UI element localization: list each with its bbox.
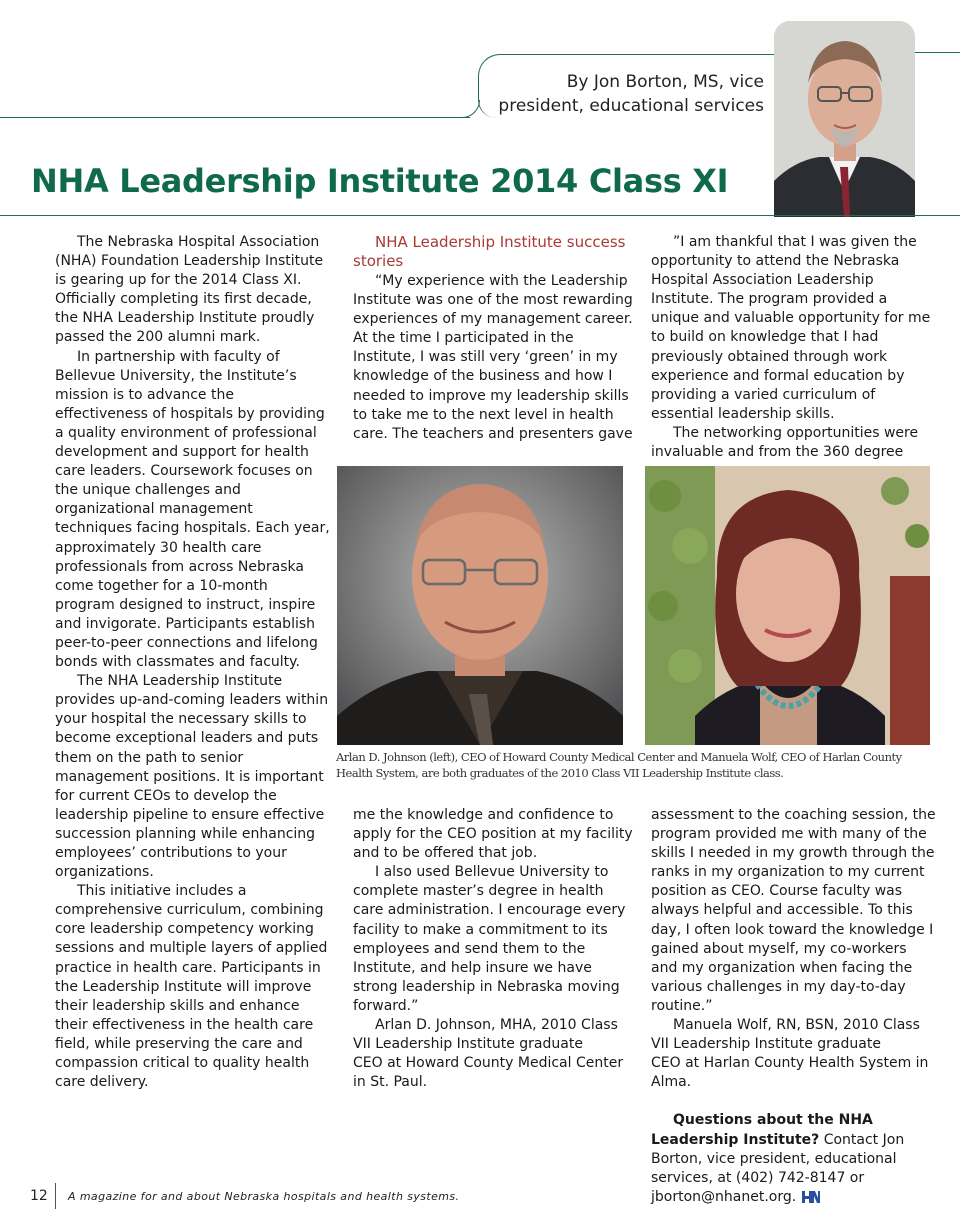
questions-bold: Questions about the NHA Leadership Institute? [651,1112,873,1148]
success-stories-subhead: NHA Leadership Institute success stories [353,233,626,270]
title-rule [0,215,960,216]
column-3-top [651,233,936,462]
byline-line2: president, educational services [498,96,764,116]
footer-tagline: A magazine for and about Nebraska hospitals and health systems. [68,1190,460,1203]
footer-separator [55,1183,56,1209]
manuela-wolf-portrait-illustration [645,466,930,745]
header-rule-left [0,117,470,118]
author-portrait-illustration [774,21,915,217]
arlan-attribution-line1: Arlan D. Johnson, MHA, 2010 Class VII Leadership Institute graduate [353,1017,618,1053]
arlan-johnson-portrait-illustration [337,466,623,745]
column2-paragraph-1: “My experience with the Leadership Institute was one of the most rewarding experiences of my management career. At the time I participated in the Institute, I was still very ‘green’ in my knowledge of the business and how I needed to improve my leadership skills to take me to the next level in health care. The teachers and presenters gave [353,273,633,442]
column1-paragraph-4: This initiative includes a comprehensive curriculum, combining core leadership competency working sessions and multiple layers of applied practice in health care. Participants in the Leadership Institute will improve their leadership skills and enhance their effectiveness in the health care field, while preserving the care and compassion critical to quality health care delivery. [55,883,328,1091]
column1-paragraph-1: The Nebraska Hospital Association (NHA) Foundation Leadership Institute is gearing up for the 2014 Class XI. Officially completing its first decade, the NHA Leadership Institute proudly passed the 200 alumni mark. [55,234,324,346]
column2-paragraph-2: me the knowledge and confidence to apply for the CEO position at my facility and to be offered that job. [353,807,633,862]
photo-caption: Arlan D. Johnson (left), CEO of Howard County Medical Center and Manuela Wolf, CEO of Harlan County Health System, are both graduates of the 2010 Class VII Leadership Institute class. [336,750,902,780]
column2-attribution [353,1016,635,1092]
column-1 [55,233,330,1092]
column-3-bottom [651,806,936,1207]
byline [498,70,764,118]
photo-arlan-johnson [337,466,623,745]
page-number: 12 [30,1188,48,1204]
column3-paragraph-2: The networking opportunities were invaluable and from the 360 degree [651,424,919,461]
header-rule-right [912,52,960,53]
photo-manuela-wolf [645,466,930,745]
column3-paragraph-3: assessment to the coaching session, the program provided me with many of the skills I needed in my growth through the ranks in my organization to my current position as CEO. Course faculty was always helpful and accessible. To this day, I often look toward the knowledge I gained about myself, my co-workers and my organization when facing the various challenges in my day-to-day routine.” [651,807,936,1014]
column1-paragraph-3: The NHA Leadership Institute provides up-and-coming leaders within your hospital the necessary skills to become exceptional leaders and puts them on the path to senior management positions. It is important for current CEOs to develop the leadership pipeline to ensure effective succession planning while enhancing employees’ contributions to your organizations. [55,673,329,881]
column-2-bottom [353,806,635,1092]
questions-contact: Contact Jon Borton, vice president, educational services, at (402) 742-8147 or jborton@nhanet.org. [651,1131,905,1205]
column2-paragraph-3: I also used Bellevue University to complete master’s degree in health care administration. I encourage every facility to make a commitment to its employees and send them to the Institute, and help insure we have strong leadership in Nebraska moving forward.” [353,864,626,1014]
manuela-attribution-line2: CEO at Harlan County Health System in Alma. [651,1055,929,1091]
questions-paragraph [651,1111,936,1206]
manuela-attribution-line1: Manuela Wolf, RN, BSN, 2010 Class VII Leadership Institute graduate [651,1017,920,1053]
column3-paragraph-1: ”I am thankful that I was given the opportunity to attend the Nebraska Hospital Association Leadership Institute. The program provided a unique and valuable opportunity for me to build on knowledge that I had previously obtained through work experience and formal education by providing a varied curriculum of essential leadership skills. [651,234,931,422]
page-title: NHA Leadership Institute 2014 Class XI [31,162,729,200]
hn-logo-icon [801,1190,821,1204]
author-photo [774,21,915,217]
column-2-top [353,233,635,444]
byline-line1: By Jon Borton, MS, vice [566,72,764,92]
column1-paragraph-2: In partnership with faculty of Bellevue University, the Institute’s mission is to advance the effectiveness of hospitals by providing a quality environment of professional development and support for health care leaders. Coursework focuses on the unique challenges and organizational management techniques facing hospitals. Each year, approximately 30 health care professionals from across Nebraska come together for a 10-month program designed to instruct, inspire and invigorate. Participants establish peer-to-peer connections and lifelong bonds with classmates and faculty. [55,348,330,671]
column3-attribution [651,1016,936,1092]
arlan-attribution-line2: CEO at Howard County Medical Center in St. Paul. [353,1055,624,1091]
